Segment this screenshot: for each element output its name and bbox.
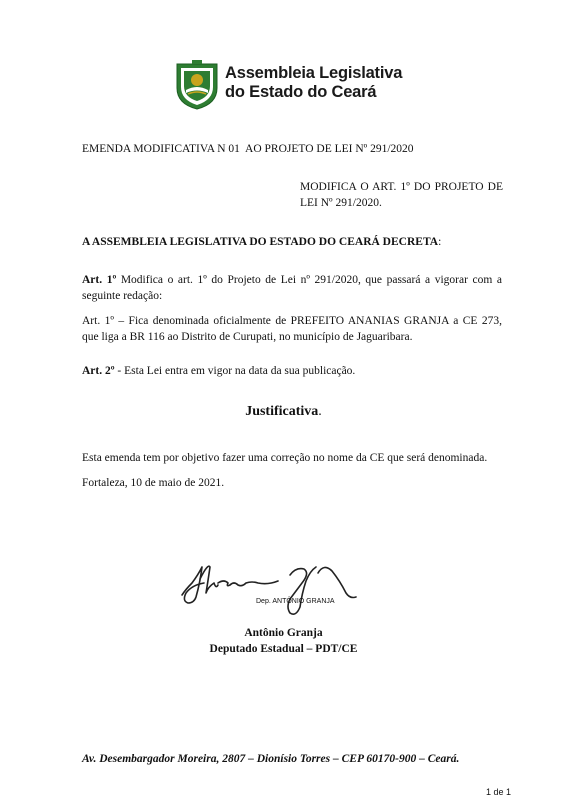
art2-label: Art. 2º <box>82 365 115 377</box>
justificativa-text: Esta emenda tem por objetivo fazer uma correção no nome da CE que será denominada. <box>82 452 488 464</box>
ementa: MODIFICA O ART. 1º DO PROJETO DE LEI Nº 291/2020. <box>300 181 503 209</box>
signature-stamp: Dep. ANTÔNIO GRANJA <box>256 598 335 605</box>
art1-new-wording: Art. 1º – Fica denominada oficialmente de PREFEITO ANANIAS GRANJA a CE 273, que liga a BR 116 ao Distrito de Curupati, no município de Jaguaribara. <box>82 315 502 343</box>
decreta-colon: : <box>438 236 442 248</box>
signer-name: Antônio Granja <box>244 627 323 639</box>
art1-label: Art. 1º <box>82 274 117 286</box>
handwritten-signature <box>178 553 408 633</box>
footer-address: Av. Desembargador Moreira, 2807 – Dionísio Torres – CEP 60170-900 – Ceará. <box>82 753 460 765</box>
page-number: 1 de 1 <box>486 787 512 797</box>
art1-text: Modifica o art. 1º do Projeto de Lei nº 291/2020, que passará a vigorar com a seguinte redação: <box>82 274 502 302</box>
signer-role: Deputado Estadual – PDT/CE <box>209 643 358 655</box>
document-title: EMENDA MODIFICATIVA N 01 AO PROJETO DE LEI Nº 291/2020 <box>82 143 414 155</box>
logo-text <box>225 64 402 102</box>
logo-line-2: do Estado do Ceará <box>225 83 377 101</box>
place-date: Fortaleza, 10 de maio de 2021. <box>82 477 225 489</box>
justificativa-heading <box>0 404 567 420</box>
justificativa-dot: . <box>318 404 322 419</box>
decreta-bold: A ASSEMBLEIA LEGISLATIVA DO ESTADO DO CEARÁ DECRETA <box>82 236 439 248</box>
signature-icon <box>178 553 408 633</box>
logo-line-1: Assembleia Legislativa <box>225 64 403 82</box>
justificativa-title: Justificativa <box>245 404 319 419</box>
art2-text: - Esta Lei entra em vigor na data da sua publicação. <box>114 365 356 377</box>
art2-paragraph <box>82 363 355 379</box>
art1-paragraph <box>82 272 502 304</box>
header-logo <box>175 58 405 110</box>
state-crest-icon <box>175 60 219 110</box>
decreta-line <box>82 234 441 250</box>
